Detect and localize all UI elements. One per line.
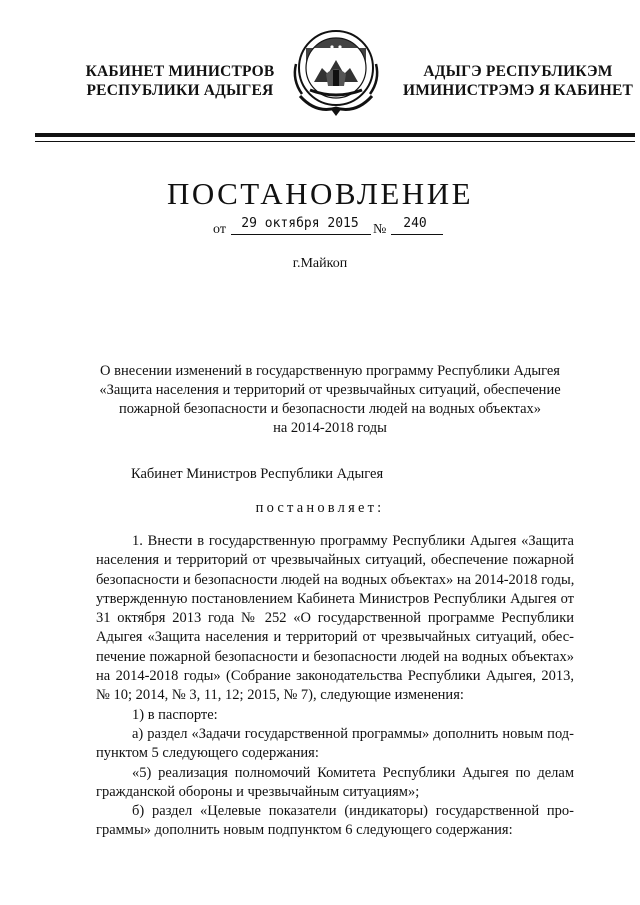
body-line: Адыгея «Защита населения и территорий от чрезвычайных ситуаций, обес-	[96, 629, 574, 646]
document-title: ПОСТАНОВЛЕНИЕ	[166, 176, 474, 211]
subject-line: «Защита населения и территорий от чрезвычайных ситуаций, обеспечение	[99, 382, 561, 398]
number-label: №	[373, 222, 387, 237]
city: г.Майкоп	[292, 256, 348, 271]
body-line: а) раздел «Задачи государственной программы» дополнить новым под-	[132, 725, 574, 742]
subject-line: на 2014-2018 годы	[273, 420, 387, 436]
body-line: на 2014-2018 годы» (Собрание законодательства Республики Адыгея, 2013,	[96, 668, 574, 685]
subject-line: пожарной безопасности и безопасности людей на водных объектах»	[118, 401, 542, 417]
header-right-line-1: АДЫГЭ РЕСПУБЛИКЭМ	[423, 63, 613, 80]
date-value: 29 октября 2015	[241, 216, 359, 231]
coat-of-arms-icon	[286, 24, 386, 120]
header-right-line-2: ИМИНИСТРЭМЭ Я КАБИНЕТ	[402, 82, 634, 99]
number-underline	[391, 234, 443, 235]
header-left-line-2: РЕСПУБЛИКИ АДЫГЕЯ	[86, 82, 274, 99]
body-line: печение пожарной безопасности и безопасности людей на водных объектах»	[96, 648, 574, 665]
header-divider-thin	[35, 141, 635, 142]
header-right-ady	[398, 62, 638, 100]
body-line: безопасности и безопасности людей на водных объектах» на 2014-2018 годы,	[96, 571, 575, 588]
date-underline	[231, 234, 371, 235]
body-line: «5) реализация полномочий Комитета Республики Адыгея по делам	[132, 764, 574, 781]
body-line: 1) в паспорте:	[132, 706, 218, 723]
date-number-line	[213, 216, 453, 240]
body-line: пунктом 5 следующего содержания:	[96, 745, 319, 762]
body-line: № 10; 2014, № 3, 11, 12; 2015, № 7), следующие изменения:	[96, 687, 464, 704]
body-line: 1. Внести в государственную программу Республики Адыгея «Защита	[132, 533, 574, 549]
header-divider-thick	[35, 133, 635, 137]
body-line: гражданской обороны и чрезвычайным ситуациям»;	[96, 783, 420, 800]
body-line: б) раздел «Целевые показатели (индикаторы) государственной про-	[132, 803, 574, 820]
body-line: граммы» дополнить новым подпунктом 6 следующего содержания:	[96, 822, 513, 839]
body-line: утвержденную постановлением Кабинета Министров Республики Адыгея от	[96, 590, 574, 607]
decree-word: постановляет:	[255, 500, 385, 516]
header-left-line-1: КАБИНЕТ МИНИСТРОВ	[85, 63, 275, 80]
document-body	[96, 532, 574, 841]
body-line: 31 октября 2013 года № 252 «О государственной программе Республики	[96, 610, 574, 627]
date-label: от	[213, 222, 226, 237]
subject-line: О внесении изменений в государственную программу Республики Адыгея	[100, 363, 560, 379]
number-value: 240	[403, 216, 427, 231]
issuer-line: Кабинет Министров Республики Адыгея	[131, 466, 384, 482]
body-line: населения и территорий от чрезвычайных ситуаций, обеспечение пожарной	[96, 552, 574, 569]
header-left-ru	[80, 62, 280, 100]
subject-heading	[90, 362, 570, 438]
